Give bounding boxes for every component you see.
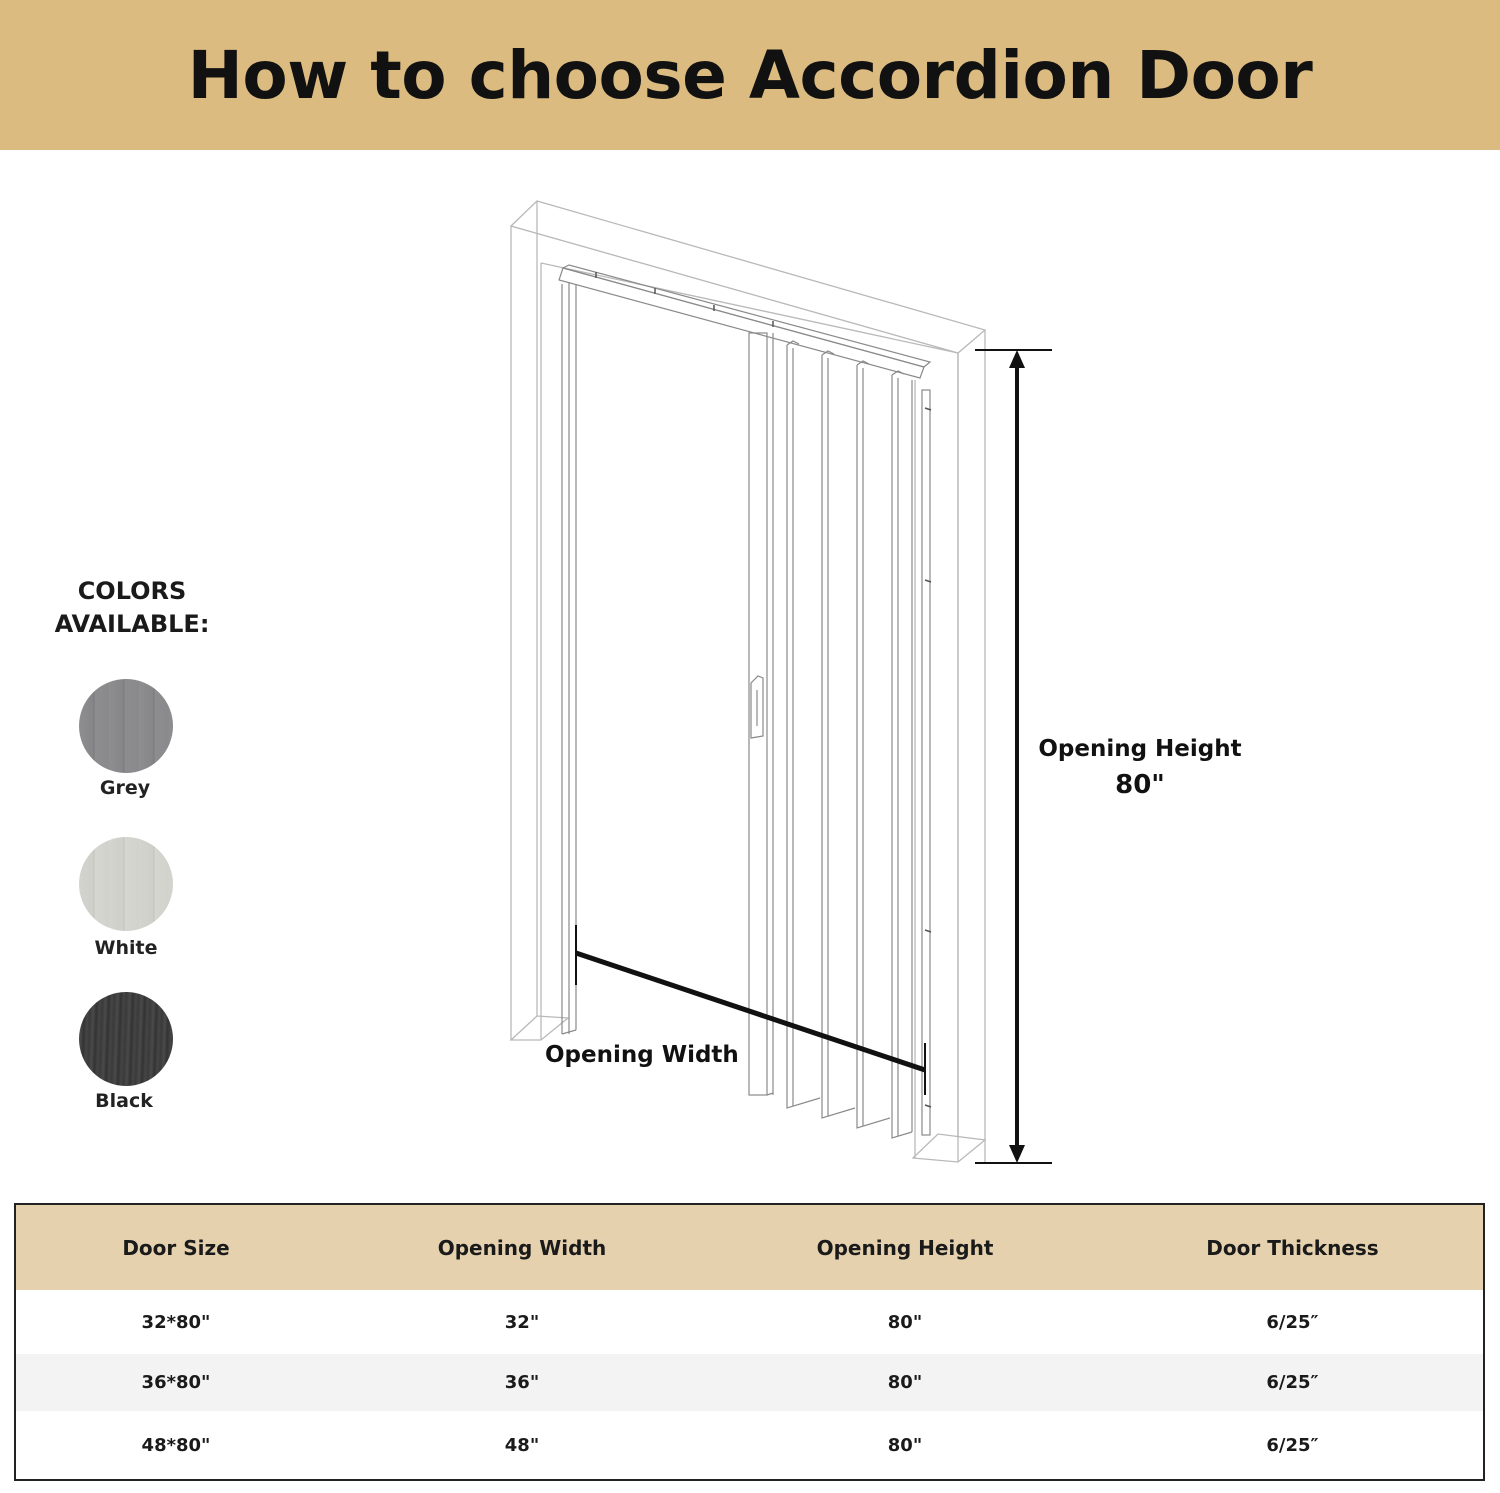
opening-height-label [1030,731,1250,803]
table-row [16,1354,1483,1411]
cell-opening-width: 32" [504,1311,540,1333]
cell-door-size: 36*80" [141,1372,211,1393]
cell-door-size: 48*80" [141,1434,211,1456]
cell-opening-width: 48" [504,1434,540,1456]
size-spec-table [14,1203,1485,1481]
cell-opening-height: 80" [887,1434,923,1456]
cell-opening-height: 80" [887,1372,923,1393]
table-header-row [16,1205,1483,1290]
cell-door-thickness: 6/25″ [1266,1372,1319,1393]
header-door-size: Door Size [122,1235,230,1260]
cell-door-thickness: 6/25″ [1266,1311,1319,1333]
cell-opening-height: 80" [887,1311,923,1333]
black-swatch-label: Black [95,1090,153,1112]
opening-height-value: 80" [1115,770,1165,800]
grey-swatch-label: Grey [99,777,151,799]
header-opening-height: Opening Height [816,1235,994,1260]
cell-door-size: 32*80" [141,1311,211,1333]
table-row [16,1411,1483,1479]
table-row [16,1290,1483,1354]
white-swatch-label: White [94,937,158,959]
colors-available-title: COLORS AVAILABLE: [54,577,210,638]
opening-height-text: Opening Height [1038,736,1242,762]
opening-width-label: Opening Width [545,1042,739,1068]
header-door-thickness: Door Thickness [1206,1235,1379,1260]
header-opening-width: Opening Width [437,1235,607,1260]
page-title: How to choose Accordion Door [187,36,1313,114]
cell-opening-width: 36" [504,1372,540,1393]
cell-door-thickness: 6/25″ [1266,1434,1319,1456]
